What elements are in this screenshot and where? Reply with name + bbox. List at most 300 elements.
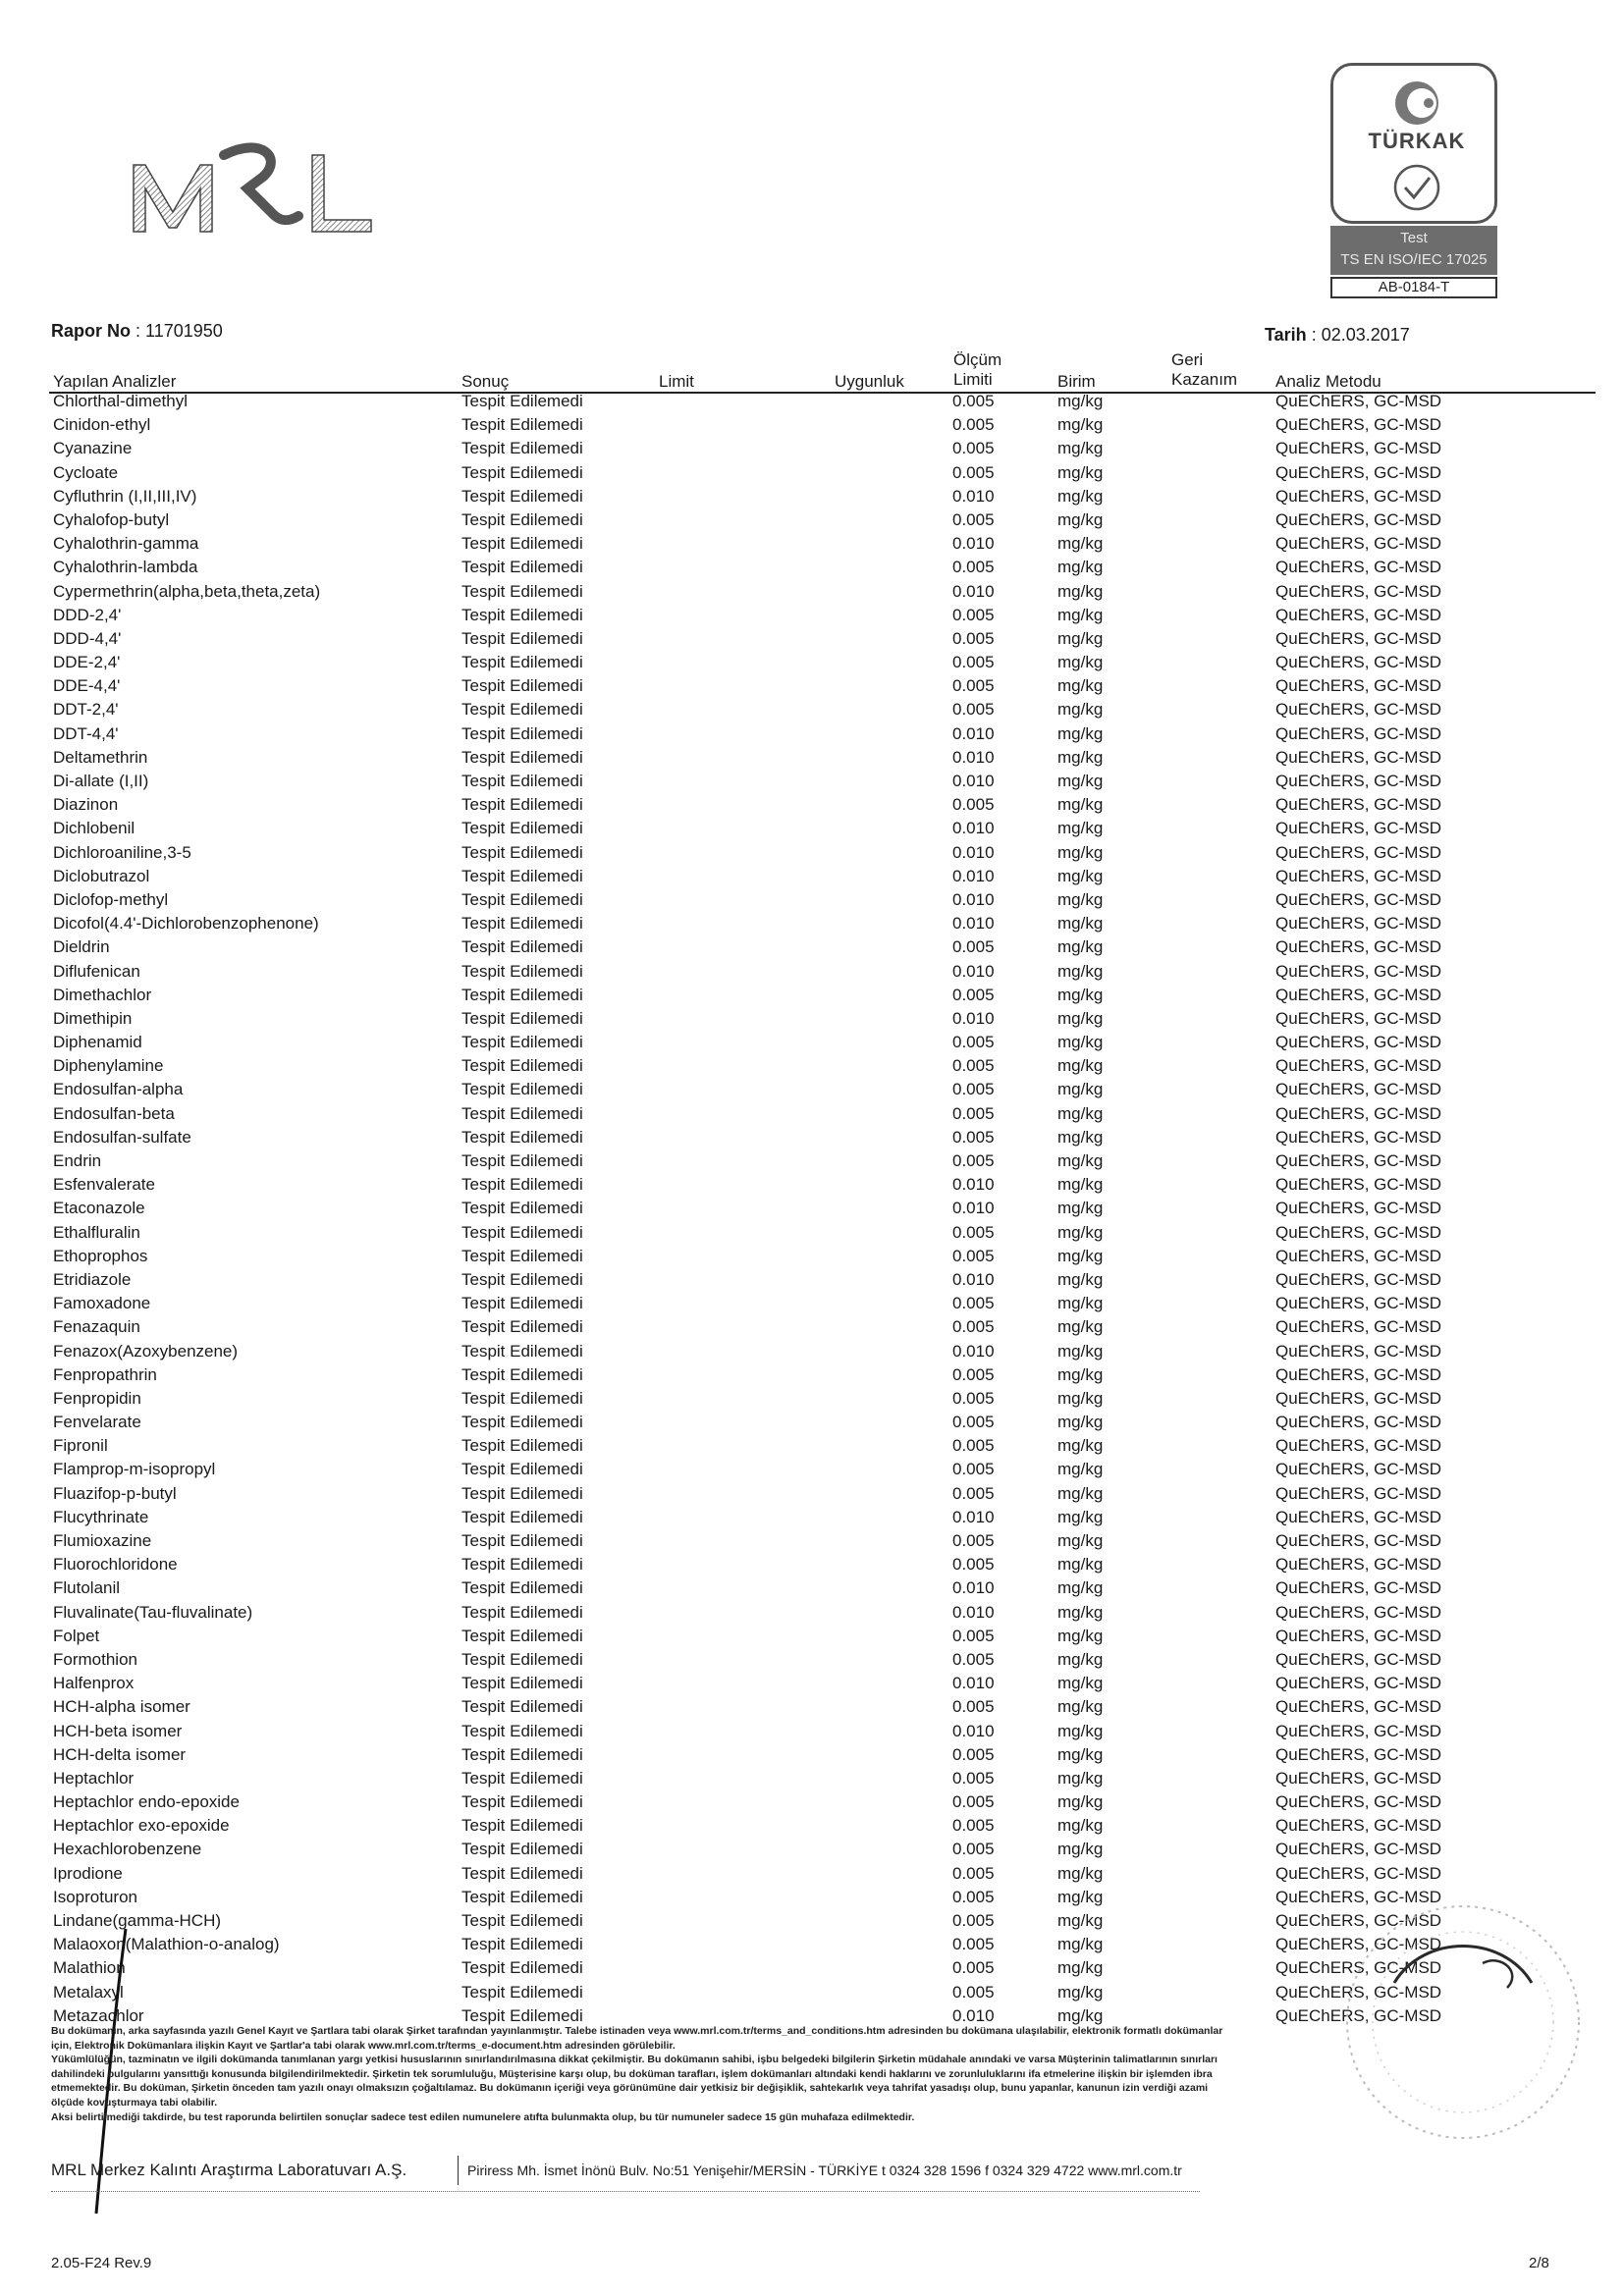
unit-value: mg/kg xyxy=(1057,1721,1104,1740)
method-value: QuEChERS, GC-MSD xyxy=(1275,1744,1442,1764)
report-number-label: Rapor No xyxy=(51,321,131,341)
unit-value: mg/kg xyxy=(1057,605,1104,624)
unit-value: mg/kg xyxy=(1057,937,1104,957)
unit-value: mg/kg xyxy=(1057,1388,1104,1408)
unit-value: mg/kg xyxy=(1057,1507,1104,1526)
unit-value: mg/kg xyxy=(1057,1674,1104,1693)
turkak-crescent-icon xyxy=(1333,70,1500,133)
table-row xyxy=(0,817,1624,840)
result-value: Tespit Edilemedi xyxy=(461,558,583,577)
result-value: Tespit Edilemedi xyxy=(461,795,583,815)
detection-limit-value: 0.005 xyxy=(952,1436,995,1456)
analysis-name: DDD-2,4' xyxy=(53,605,122,624)
detection-limit-value: 0.005 xyxy=(952,1768,995,1788)
result-value: Tespit Edilemedi xyxy=(461,937,583,957)
result-value: Tespit Edilemedi xyxy=(461,723,583,743)
result-value: Tespit Edilemedi xyxy=(461,1816,583,1836)
table-row xyxy=(0,1434,1624,1458)
result-value: Tespit Edilemedi xyxy=(461,1626,583,1645)
table-row xyxy=(0,461,1624,485)
detection-limit-value: 0.005 xyxy=(952,700,995,720)
result-value: Tespit Edilemedi xyxy=(461,486,583,506)
result-value: Tespit Edilemedi xyxy=(461,914,583,934)
result-value: Tespit Edilemedi xyxy=(461,1768,583,1788)
method-value: QuEChERS, GC-MSD xyxy=(1275,1982,1442,2002)
method-value: QuEChERS, GC-MSD xyxy=(1275,1317,1442,1337)
detection-limit-value: 0.005 xyxy=(952,1697,995,1717)
detection-limit-value: 0.005 xyxy=(952,1555,995,1575)
analysis-name: DDD-4,4' xyxy=(53,628,122,648)
detection-limit-value: 0.010 xyxy=(952,842,995,862)
accreditation-test-label: Test xyxy=(1400,230,1428,246)
table-row xyxy=(0,1767,1624,1790)
result-value: Tespit Edilemedi xyxy=(461,534,583,554)
result-value: Tespit Edilemedi xyxy=(461,2005,583,2025)
unit-value: mg/kg xyxy=(1057,1649,1104,1669)
analysis-name: Fenpropathrin xyxy=(53,1364,157,1384)
unit-value: mg/kg xyxy=(1057,1460,1104,1479)
result-value: Tespit Edilemedi xyxy=(461,1364,583,1384)
result-value: Tespit Edilemedi xyxy=(461,772,583,790)
turkak-accreditation-mark xyxy=(1330,63,1499,298)
analysis-name: Cyanazine xyxy=(53,439,133,458)
detection-limit-value: 0.005 xyxy=(952,937,995,957)
method-value: QuEChERS, GC-MSD xyxy=(1275,819,1442,838)
method-value: QuEChERS, GC-MSD xyxy=(1275,1151,1442,1170)
analysis-name: Flumioxazine xyxy=(53,1531,152,1550)
unit-value: mg/kg xyxy=(1057,1008,1104,1028)
unit-value: mg/kg xyxy=(1057,1151,1104,1170)
detection-limit-value: 0.005 xyxy=(952,1080,995,1099)
result-value: Tespit Edilemedi xyxy=(461,961,583,981)
unit-value: mg/kg xyxy=(1057,985,1104,1004)
analysis-name: Chlorthal-dimethyl xyxy=(53,392,188,410)
table-row xyxy=(0,1268,1624,1292)
detection-limit-value: 0.005 xyxy=(952,1056,995,1076)
method-value: QuEChERS, GC-MSD xyxy=(1275,1388,1442,1408)
table-row xyxy=(0,1031,1624,1054)
detection-limit-value: 0.005 xyxy=(952,1151,995,1170)
detection-limit-value: 0.005 xyxy=(952,795,995,815)
detection-limit-value: 0.005 xyxy=(952,1127,995,1147)
unit-value: mg/kg xyxy=(1057,1199,1104,1218)
method-value: QuEChERS, GC-MSD xyxy=(1275,914,1442,934)
table-row xyxy=(0,580,1624,604)
table-row xyxy=(0,1411,1624,1434)
detection-limit-value: 0.005 xyxy=(952,415,995,435)
unit-value: mg/kg xyxy=(1057,486,1104,506)
unit-value: mg/kg xyxy=(1057,1697,1104,1717)
legal-notice-line: ölçüde kovuşturmaya tabi olabilir. xyxy=(51,2096,218,2109)
table-row xyxy=(0,746,1624,770)
analysis-name: Endosulfan-alpha xyxy=(53,1080,184,1099)
result-value: Tespit Edilemedi xyxy=(461,676,583,696)
detection-limit-value: 0.005 xyxy=(952,985,995,1004)
unit-value: mg/kg xyxy=(1057,558,1104,577)
analysis-name: Halfenprox xyxy=(53,1674,135,1693)
unit-value: mg/kg xyxy=(1057,2005,1104,2025)
analysis-name: HCH-alpha isomer xyxy=(53,1697,190,1717)
legal-notice-line: etmemektedir. Bu doküman, Şirketin önceden tam yazılı onayı olmaksızın çoğaltılamaz. Bu dokümanın içeriği veya görünümüne dair yetkisiz bir değişiklik, sahtekarlık veya tahrifat yasadışı olup, bunu yapanlar, kanunun izin verdiği azami xyxy=(51,2082,1209,2095)
method-value: QuEChERS, GC-MSD xyxy=(1275,392,1442,410)
detection-limit-value: 0.010 xyxy=(952,1602,995,1622)
col-header-recovery-top: Geri xyxy=(1171,350,1204,369)
result-value: Tespit Edilemedi xyxy=(461,1341,583,1361)
analysis-name: Flucythrinate xyxy=(53,1507,149,1526)
accreditation-standard xyxy=(1330,226,1497,275)
analysis-name: Malaoxon(Malathion-o-analog) xyxy=(53,1935,280,1954)
result-value: Tespit Edilemedi xyxy=(461,392,583,410)
detection-limit-value: 0.010 xyxy=(952,914,995,934)
table-row xyxy=(0,1102,1624,1126)
unit-value: mg/kg xyxy=(1057,676,1104,696)
detection-limit-value: 0.010 xyxy=(952,1008,995,1028)
detection-limit-value: 0.005 xyxy=(952,1364,995,1384)
table-row xyxy=(0,698,1624,721)
legal-notice-line: Yükümlülüğün, tazminatın ve ilgili dokümanda tanımlanan yargı yetkisi hususlarının sınırlandırılmasına dikkat çekilmiştir. Bu dokümanın sahibi, işbu belgedeki bilgilerin Şirketin müdahale anındaki ve varsa Müşterinin talimatlarının sınırları xyxy=(51,2054,1218,2066)
unit-value: mg/kg xyxy=(1057,1958,1104,1978)
detection-limit-value: 0.010 xyxy=(952,961,995,981)
analysis-name: Fenpropidin xyxy=(53,1388,141,1408)
analysis-name: Deltamethrin xyxy=(53,747,148,767)
unit-value: mg/kg xyxy=(1057,1269,1104,1289)
method-value: QuEChERS, GC-MSD xyxy=(1275,1103,1442,1123)
method-value: QuEChERS, GC-MSD xyxy=(1275,772,1442,790)
table-row xyxy=(0,722,1624,746)
table-row xyxy=(0,1221,1624,1245)
method-value: QuEChERS, GC-MSD xyxy=(1275,509,1442,529)
method-value: QuEChERS, GC-MSD xyxy=(1275,486,1442,506)
detection-limit-value: 0.005 xyxy=(952,1744,995,1764)
analysis-name: Di-allate (I,II) xyxy=(53,772,149,790)
unit-value: mg/kg xyxy=(1057,439,1104,458)
result-value: Tespit Edilemedi xyxy=(461,1056,583,1076)
unit-value: mg/kg xyxy=(1057,1413,1104,1432)
analysis-name: Fluazifop-p-butyl xyxy=(53,1483,177,1503)
accreditation-code: AB-0184-T xyxy=(1330,277,1497,298)
table-row xyxy=(0,1340,1624,1363)
analysis-name: Heptachlor exo-epoxide xyxy=(53,1816,230,1836)
analysis-name: Iprodione xyxy=(53,1863,123,1883)
unit-value: mg/kg xyxy=(1057,392,1104,410)
detection-limit-value: 0.005 xyxy=(952,1649,995,1669)
analysis-name: Endrin xyxy=(53,1151,102,1170)
page-number: 2/8 xyxy=(1529,2255,1549,2271)
method-value: QuEChERS, GC-MSD xyxy=(1275,1080,1442,1099)
analysis-name: Etaconazole xyxy=(53,1199,145,1218)
analysis-name: Fenvelarate xyxy=(53,1413,141,1432)
method-value: QuEChERS, GC-MSD xyxy=(1275,605,1442,624)
method-value: QuEChERS, GC-MSD xyxy=(1275,1863,1442,1883)
analysis-name: Heptachlor xyxy=(53,1768,135,1788)
method-value: QuEChERS, GC-MSD xyxy=(1275,1602,1442,1622)
unit-value: mg/kg xyxy=(1057,1175,1104,1195)
detection-limit-value: 0.005 xyxy=(952,1982,995,2002)
result-value: Tespit Edilemedi xyxy=(461,747,583,767)
col-header-unit: Birim xyxy=(1057,372,1096,391)
turkak-badge xyxy=(1330,63,1497,224)
legal-notice-line: Aksi belirtilmediği takdirde, bu test raporunda belirtilen sonuçlar sadece test edilen numunelere atıfta bulunmakta olup, bu tür numuneler sadece 15 gün muhafaza edilmektedir. xyxy=(51,2110,915,2123)
table-row xyxy=(0,651,1624,674)
table-row xyxy=(0,1173,1624,1197)
result-value: Tespit Edilemedi xyxy=(461,889,583,909)
method-value: QuEChERS, GC-MSD xyxy=(1275,795,1442,815)
method-value: QuEChERS, GC-MSD xyxy=(1275,534,1442,554)
unit-value: mg/kg xyxy=(1057,1294,1104,1313)
method-value: QuEChERS, GC-MSD xyxy=(1275,1958,1442,1978)
detection-limit-value: 0.005 xyxy=(952,1413,995,1432)
method-value: QuEChERS, GC-MSD xyxy=(1275,1840,1442,1859)
unit-value: mg/kg xyxy=(1057,1792,1104,1812)
legal-notice xyxy=(51,2024,1558,2124)
col-header-analysis: Yapılan Analizler xyxy=(53,372,177,391)
unit-value: mg/kg xyxy=(1057,534,1104,554)
report-number-value: : 11701950 xyxy=(135,321,223,341)
method-value: QuEChERS, GC-MSD xyxy=(1275,937,1442,957)
analysis-name: Dichlobenil xyxy=(53,819,135,838)
unit-value: mg/kg xyxy=(1057,415,1104,435)
table-row xyxy=(0,1149,1624,1173)
result-value: Tespit Edilemedi xyxy=(461,1246,583,1265)
detection-limit-value: 0.005 xyxy=(952,1103,995,1123)
result-value: Tespit Edilemedi xyxy=(461,1294,583,1313)
detection-limit-value: 0.010 xyxy=(952,723,995,743)
unit-value: mg/kg xyxy=(1057,1127,1104,1147)
method-value: QuEChERS, GC-MSD xyxy=(1275,723,1442,743)
analysis-name: Metalaxyl xyxy=(53,1982,124,2002)
table-row xyxy=(0,674,1624,698)
analysis-name: Cinidon-ethyl xyxy=(53,415,151,435)
report-date xyxy=(1265,325,1410,346)
unit-value: mg/kg xyxy=(1057,1768,1104,1788)
col-header-limit: Limit xyxy=(659,372,694,391)
unit-value: mg/kg xyxy=(1057,866,1104,885)
detection-limit-value: 0.005 xyxy=(952,439,995,458)
result-value: Tespit Edilemedi xyxy=(461,842,583,862)
table-row xyxy=(0,1007,1624,1031)
unit-value: mg/kg xyxy=(1057,819,1104,838)
legal-notice-line: Bu dokümanın, arka sayfasında yazılı Genel Kayıt ve Şartlara tabi olarak Şirket tarafından yayınlanmıştır. Talebe istinaden veya www.mrl.com.tr/terms_and_conditions.htm adresinden bu dokümana ulaşılabilir, elektronik formatlı dokümanlar xyxy=(51,2025,1223,2037)
analysis-name: Flamprop-m-isopropyl xyxy=(53,1460,216,1479)
table-row xyxy=(0,865,1624,888)
detection-limit-value: 0.005 xyxy=(952,1792,995,1812)
result-value: Tespit Edilemedi xyxy=(461,1033,583,1052)
analysis-name: Diclofop-methyl xyxy=(53,889,169,909)
table-row xyxy=(0,1814,1624,1838)
analysis-name: Famoxadone xyxy=(53,1294,151,1313)
method-value: QuEChERS, GC-MSD xyxy=(1275,1507,1442,1526)
detection-limit-value: 0.010 xyxy=(952,772,995,790)
analysis-table xyxy=(0,390,1624,2028)
analysis-name: DDE-4,4' xyxy=(53,676,121,696)
method-value: QuEChERS, GC-MSD xyxy=(1275,1626,1442,1645)
detection-limit-value: 0.010 xyxy=(952,1674,995,1693)
table-row xyxy=(0,1601,1624,1625)
analysis-name: Diflufenican xyxy=(53,961,140,981)
detection-limit-value: 0.010 xyxy=(952,534,995,554)
unit-value: mg/kg xyxy=(1057,795,1104,815)
result-value: Tespit Edilemedi xyxy=(461,1460,583,1479)
result-value: Tespit Edilemedi xyxy=(461,581,583,601)
method-value: QuEChERS, GC-MSD xyxy=(1275,1341,1442,1361)
result-value: Tespit Edilemedi xyxy=(461,1602,583,1622)
analysis-name: Cypermethrin(alpha,beta,theta,zeta) xyxy=(53,581,321,601)
analysis-name: Folpet xyxy=(53,1626,100,1645)
detection-limit-value: 0.010 xyxy=(952,889,995,909)
table-row xyxy=(0,1672,1624,1695)
result-value: Tespit Edilemedi xyxy=(461,1413,583,1432)
table-row xyxy=(0,1482,1624,1506)
result-value: Tespit Edilemedi xyxy=(461,1863,583,1883)
unit-value: mg/kg xyxy=(1057,1935,1104,1954)
result-value: Tespit Edilemedi xyxy=(461,1982,583,2002)
table-row xyxy=(0,1245,1624,1268)
unit-value: mg/kg xyxy=(1057,1602,1104,1622)
detection-limit-value: 0.005 xyxy=(952,1460,995,1479)
analysis-name: Diclobutrazol xyxy=(53,866,150,885)
table-row xyxy=(0,935,1624,959)
method-value: QuEChERS, GC-MSD xyxy=(1275,2005,1442,2025)
table-row xyxy=(0,1838,1624,1861)
result-value: Tespit Edilemedi xyxy=(461,605,583,624)
unit-value: mg/kg xyxy=(1057,1840,1104,1859)
analysis-name: Hexachlorobenzene xyxy=(53,1840,202,1859)
method-value: QuEChERS, GC-MSD xyxy=(1275,985,1442,1004)
result-value: Tespit Edilemedi xyxy=(461,1531,583,1550)
analysis-name: DDT-2,4' xyxy=(53,700,119,720)
unit-value: mg/kg xyxy=(1057,1103,1104,1123)
detection-limit-value: 0.010 xyxy=(952,819,995,838)
method-value: QuEChERS, GC-MSD xyxy=(1275,1721,1442,1740)
table-row xyxy=(0,556,1624,579)
detection-limit-value: 0.010 xyxy=(952,1507,995,1526)
analysis-name: Fluorochloridone xyxy=(53,1555,178,1575)
unit-value: mg/kg xyxy=(1057,700,1104,720)
detection-limit-value: 0.005 xyxy=(952,1388,995,1408)
method-value: QuEChERS, GC-MSD xyxy=(1275,1460,1442,1479)
method-value: QuEChERS, GC-MSD xyxy=(1275,462,1442,482)
method-value: QuEChERS, GC-MSD xyxy=(1275,842,1442,862)
method-value: QuEChERS, GC-MSD xyxy=(1275,866,1442,885)
unit-value: mg/kg xyxy=(1057,462,1104,482)
unit-value: mg/kg xyxy=(1057,1982,1104,2002)
method-value: QuEChERS, GC-MSD xyxy=(1275,1199,1442,1218)
detection-limit-value: 0.010 xyxy=(952,1341,995,1361)
analysis-name: Fipronil xyxy=(53,1436,108,1456)
table-row xyxy=(0,627,1624,651)
analysis-name: Endosulfan-sulfate xyxy=(53,1127,191,1147)
analysis-name: Fluvalinate(Tau-fluvalinate) xyxy=(53,1602,253,1622)
method-value: QuEChERS, GC-MSD xyxy=(1275,1697,1442,1717)
table-row xyxy=(0,1553,1624,1576)
analysis-name: Heptachlor endo-epoxide xyxy=(53,1792,240,1812)
detection-limit-value: 0.010 xyxy=(952,1175,995,1195)
detection-limit-value: 0.005 xyxy=(952,509,995,529)
analysis-name: Isoproturon xyxy=(53,1887,137,1906)
analysis-name: Formothion xyxy=(53,1649,137,1669)
result-value: Tespit Edilemedi xyxy=(461,1151,583,1170)
unit-value: mg/kg xyxy=(1057,1436,1104,1456)
unit-value: mg/kg xyxy=(1057,1887,1104,1906)
legal-notice-line: dahilindeki bulgularını yansıttığı konusunda bilgilendirilmektedir. Şirketin tek sorumluluğu, Müşterisine karşı olup, bu doküman tarafları, işlem dokümanları altındaki kendi haklarını ve zorunluluklarını ifa etmelerine ilişkin bir işlemden ibra xyxy=(51,2067,1213,2080)
result-value: Tespit Edilemedi xyxy=(461,1483,583,1503)
detection-limit-value: 0.005 xyxy=(952,1626,995,1645)
detection-limit-value: 0.005 xyxy=(952,1816,995,1836)
detection-limit-value: 0.005 xyxy=(952,1840,995,1859)
method-value: QuEChERS, GC-MSD xyxy=(1275,1222,1442,1242)
analysis-name: Diphenamid xyxy=(53,1033,142,1052)
result-value: Tespit Edilemedi xyxy=(461,1958,583,1978)
table-row xyxy=(0,984,1624,1007)
method-value: QuEChERS, GC-MSD xyxy=(1275,961,1442,981)
result-value: Tespit Edilemedi xyxy=(461,1317,583,1337)
table-row xyxy=(0,437,1624,460)
analysis-name: Dichloroaniline,3-5 xyxy=(53,842,191,862)
report-number xyxy=(51,321,223,342)
detection-limit-value: 0.010 xyxy=(952,866,995,885)
legal-notice-line: için, Elektronik Dokümanlara ilişkin Kayıt ve Şartlar'a tabi olarak www.mrl.com.tr/terms_e-document.htm adresinden görülebilir. xyxy=(51,2039,676,2052)
method-value: QuEChERS, GC-MSD xyxy=(1275,581,1442,601)
detection-limit-value: 0.010 xyxy=(952,747,995,767)
detection-limit-value: 0.010 xyxy=(952,581,995,601)
analysis-name: DDE-2,4' xyxy=(53,653,121,672)
analysis-name: Dimethipin xyxy=(53,1008,133,1028)
method-value: QuEChERS, GC-MSD xyxy=(1275,889,1442,909)
result-value: Tespit Edilemedi xyxy=(461,462,583,482)
detection-limit-value: 0.010 xyxy=(952,1721,995,1740)
method-value: QuEChERS, GC-MSD xyxy=(1275,1555,1442,1575)
unit-value: mg/kg xyxy=(1057,1816,1104,1836)
detection-limit-value: 0.005 xyxy=(952,1294,995,1313)
result-value: Tespit Edilemedi xyxy=(461,1127,583,1147)
method-value: QuEChERS, GC-MSD xyxy=(1275,1033,1442,1052)
lab-address: Piriress Mh. İsmet İnönü Bulv. No:51 Yenişehir/MERSİN - TÜRKİYE t 0324 328 1596 f 0324 329 4722 www.mrl.com.tr xyxy=(467,2163,1182,2178)
result-value: Tespit Edilemedi xyxy=(461,1008,583,1028)
result-value: Tespit Edilemedi xyxy=(461,866,583,885)
table-row xyxy=(0,1387,1624,1411)
result-value: Tespit Edilemedi xyxy=(461,700,583,720)
method-value: QuEChERS, GC-MSD xyxy=(1275,1008,1442,1028)
analysis-name: Dimethachlor xyxy=(53,985,152,1004)
detection-limit-value: 0.005 xyxy=(952,1033,995,1052)
analysis-name: Ethalfluralin xyxy=(53,1222,140,1242)
method-value: QuEChERS, GC-MSD xyxy=(1275,1531,1442,1550)
table-row xyxy=(0,888,1624,912)
unit-value: mg/kg xyxy=(1057,914,1104,934)
analysis-name: Endosulfan-beta xyxy=(53,1103,175,1123)
unit-value: mg/kg xyxy=(1057,1341,1104,1361)
result-value: Tespit Edilemedi xyxy=(461,628,583,648)
result-value: Tespit Edilemedi xyxy=(461,1911,583,1930)
unit-value: mg/kg xyxy=(1057,1483,1104,1503)
lab-name: MRL Merkez Kalıntı Araştırma Laboratuvarı A.Ş. xyxy=(51,2161,407,2179)
result-value: Tespit Edilemedi xyxy=(461,1744,583,1764)
analysis-name: Diphenylamine xyxy=(53,1056,164,1076)
result-value: Tespit Edilemedi xyxy=(461,1649,583,1669)
result-value: Tespit Edilemedi xyxy=(461,1507,583,1526)
table-row xyxy=(0,1315,1624,1339)
analysis-name: HCH-beta isomer xyxy=(53,1721,183,1740)
table-row xyxy=(0,1695,1624,1719)
result-value: Tespit Edilemedi xyxy=(461,1578,583,1598)
unit-value: mg/kg xyxy=(1057,842,1104,862)
col-header-lod-top: Ölçüm xyxy=(953,350,1002,369)
unit-value: mg/kg xyxy=(1057,1246,1104,1265)
table-row xyxy=(0,912,1624,935)
footer-separator xyxy=(458,2156,459,2185)
result-value: Tespit Edilemedi xyxy=(461,1080,583,1099)
detection-limit-value: 0.005 xyxy=(952,1222,995,1242)
